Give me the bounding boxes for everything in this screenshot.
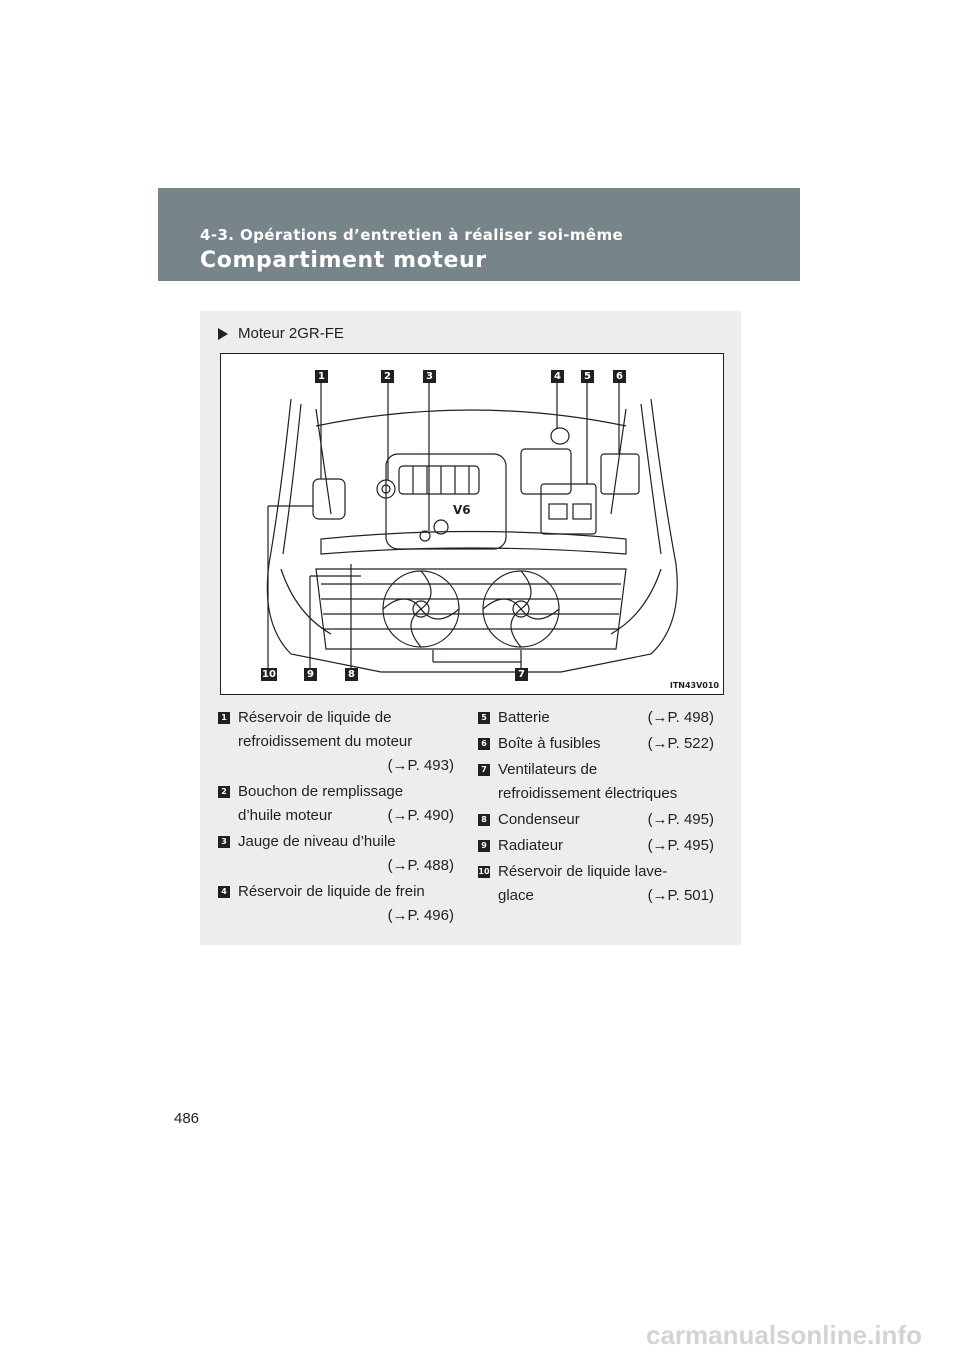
watermark-logo bbox=[646, 1316, 946, 1356]
legend-text: Jauge de niveau d’huile bbox=[238, 833, 396, 850]
header-band bbox=[158, 188, 800, 281]
engine-drawing bbox=[221, 354, 723, 694]
callout-10: 10 bbox=[262, 669, 276, 680]
callout-5: 5 bbox=[581, 370, 594, 383]
legend-text: glace bbox=[498, 887, 534, 904]
legend-text: Condenseur bbox=[498, 811, 580, 828]
engine-label: Moteur 2GR-FE bbox=[238, 325, 344, 342]
triangle-bullet-icon bbox=[218, 328, 228, 340]
callout-8: 8 bbox=[345, 668, 358, 681]
legend-item-9 bbox=[478, 834, 714, 858]
legend-text: Ventilateurs de bbox=[498, 761, 598, 778]
legend-item-7 bbox=[478, 758, 714, 806]
callout-7: 7 bbox=[515, 668, 528, 681]
legend-text: refroidissement électriques bbox=[498, 785, 678, 802]
callout-9: 9 bbox=[304, 668, 317, 681]
legend-text: Réservoir de liquide de frein bbox=[238, 883, 425, 900]
page-reference: (→P. 501) bbox=[647, 887, 714, 904]
engine-heading bbox=[218, 325, 344, 342]
page-reference: (→P. 522) bbox=[647, 735, 714, 752]
legend-number: 2 bbox=[218, 786, 230, 798]
legend-item-10 bbox=[478, 860, 714, 908]
legend-number: 3 bbox=[218, 836, 230, 848]
legend-number: 6 bbox=[478, 738, 490, 750]
callout-4: 4 bbox=[551, 370, 564, 383]
legend-text: Batterie bbox=[498, 709, 550, 726]
callout-1: 1 bbox=[315, 370, 328, 383]
legend-number: 9 bbox=[478, 840, 490, 852]
legend-item-1 bbox=[218, 706, 454, 778]
page-reference: (→P. 498) bbox=[647, 709, 714, 726]
engine-compartment-illustration bbox=[220, 353, 724, 695]
figure-id: ITN43V010 bbox=[669, 681, 719, 690]
legend-number: 7 bbox=[478, 764, 490, 776]
callout-6: 6 bbox=[613, 370, 626, 383]
legend-text: Boîte à fusibles bbox=[498, 735, 601, 752]
legend-number: 8 bbox=[478, 814, 490, 826]
legend-number: 10 bbox=[478, 867, 490, 876]
page-reference: (→P. 493) bbox=[387, 757, 454, 774]
page-title: Compartiment moteur bbox=[200, 248, 487, 273]
legend-text: Réservoir de liquide lave- bbox=[498, 863, 668, 880]
legend-text: refroidissement du moteur bbox=[238, 733, 413, 750]
legend-text: Radiateur bbox=[498, 837, 564, 854]
legend-number: 1 bbox=[218, 712, 230, 724]
legend-item-5 bbox=[478, 706, 714, 730]
legend-item-3 bbox=[218, 830, 454, 878]
legend-number: 4 bbox=[218, 886, 230, 898]
page-number: 486 bbox=[174, 1110, 200, 1127]
legend-text: Réservoir de liquide de bbox=[238, 709, 392, 726]
page-reference: (→P. 496) bbox=[387, 907, 454, 924]
legend-text: Bouchon de remplissage bbox=[238, 783, 404, 800]
page-reference: (→P. 488) bbox=[387, 857, 454, 874]
page-reference: (→P. 495) bbox=[647, 837, 714, 854]
legend-left bbox=[218, 706, 454, 930]
section-label: 4-3. Opérations d’entretien à réaliser soi-même bbox=[200, 226, 624, 244]
legend-item-4 bbox=[218, 880, 454, 928]
legend-text: d’huile moteur bbox=[238, 807, 333, 824]
svg-text:V6: V6 bbox=[453, 503, 471, 517]
legend-right bbox=[478, 706, 714, 910]
callout-2: 2 bbox=[381, 370, 394, 383]
content-panel bbox=[200, 311, 741, 945]
legend-number: 5 bbox=[478, 712, 490, 724]
page-reference: (→P. 490) bbox=[387, 807, 454, 824]
page-reference: (→P. 495) bbox=[647, 811, 714, 828]
legend-item-6 bbox=[478, 732, 714, 756]
callout-3: 3 bbox=[423, 370, 436, 383]
legend-item-2 bbox=[218, 780, 454, 828]
legend-item-8 bbox=[478, 808, 714, 832]
svg-text:carmanualsonline.info: carmanualsonline.info bbox=[646, 1320, 922, 1350]
